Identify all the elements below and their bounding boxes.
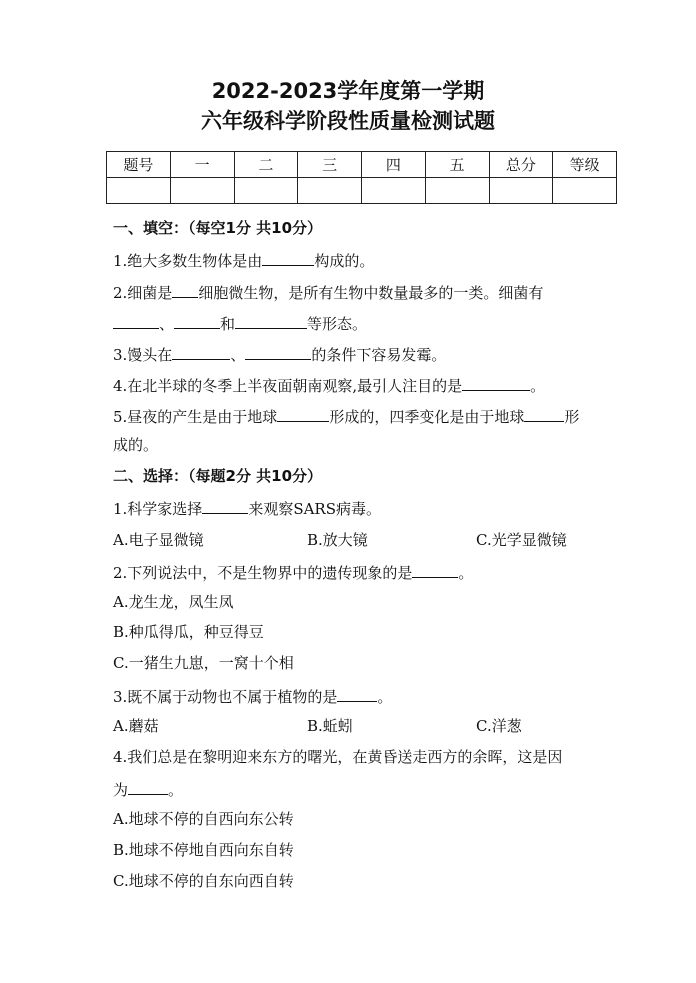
score-header-cell: 等级 (553, 152, 617, 178)
question-text: 为 (113, 781, 129, 799)
exam-title-line1: 2022-2023学年度第一学期 (211, 79, 485, 103)
s2-q2-option-b[interactable]: B.种瓜得瓜，种豆得豆 (113, 623, 264, 641)
s1-question-2-cont (113, 312, 623, 334)
answer-blank[interactable] (245, 343, 311, 360)
question-text: 。 (377, 688, 393, 706)
s2-q4-option-c[interactable]: C.地球不停的自东向西自转 (113, 872, 294, 890)
score-header-cell: 二 (234, 152, 298, 178)
answer-blank[interactable] (337, 685, 377, 702)
score-value-cell (298, 178, 362, 204)
score-header-cell: 总分 (489, 152, 553, 178)
s2-question-3 (113, 685, 623, 707)
s1-question-5-cont: 成的。 (113, 436, 159, 454)
question-text: 细胞微生物，是所有生物中数量最多的一类。细菌有 (198, 284, 544, 302)
question-text: 。 (458, 564, 474, 582)
s2-q1-option-a[interactable]: A.电子显微镜 (113, 531, 204, 549)
answer-blank[interactable] (202, 497, 248, 514)
score-value-cell (234, 178, 298, 204)
score-value-cell (425, 178, 489, 204)
score-table-value-row (107, 178, 617, 204)
question-text: 2.细菌是 (113, 284, 173, 302)
s2-q4-option-b[interactable]: B.地球不停地自西向东自转 (113, 841, 294, 859)
s2-question-4: 4.我们总是在黎明迎来东方的曙光，在黄昏送走西方的余晖，这是因 (113, 748, 563, 766)
s1-question-5 (113, 405, 623, 427)
score-value-cell (107, 178, 171, 204)
question-text: 4.在北半球的冬季上半夜面朝南观察,最引人注目的是 (113, 377, 463, 395)
question-text: 1.绝大多数生物体是由 (113, 252, 263, 270)
answer-blank[interactable] (128, 778, 168, 795)
answer-blank[interactable] (172, 343, 230, 360)
s2-q1-option-b[interactable]: B.放大镜 (307, 531, 368, 549)
score-value-cell (170, 178, 234, 204)
score-table-header-row (107, 152, 617, 178)
question-text: 和 (220, 315, 236, 333)
answer-blank[interactable] (235, 312, 307, 329)
s1-question-2 (113, 281, 623, 303)
score-header-cell: 四 (362, 152, 426, 178)
question-text: 3.馒头在 (113, 346, 173, 364)
s2-q3-option-a[interactable]: A.蘑菇 (113, 717, 159, 735)
answer-blank[interactable] (113, 312, 159, 329)
question-text: 的条件下容易发霉。 (311, 346, 447, 364)
answer-blank[interactable] (277, 405, 329, 422)
answer-blank[interactable] (262, 249, 314, 266)
s1-question-1 (113, 249, 623, 271)
s2-q2-option-c[interactable]: C.一猪生九崽，一窝十个相 (113, 654, 294, 672)
s2-question-4-cont (113, 778, 623, 800)
question-text: 。 (530, 377, 546, 395)
s2-q2-option-a[interactable]: A.龙生龙，凤生凤 (113, 593, 234, 611)
answer-blank[interactable] (462, 374, 530, 391)
section1-heading: 一、填空：（每空1分 共10分） (113, 219, 323, 237)
s2-question-2 (113, 561, 623, 583)
question-text: 、 (159, 315, 175, 333)
question-text: 。 (168, 781, 184, 799)
s2-q3-option-b[interactable]: B.蚯蚓 (307, 717, 353, 735)
s2-q1-option-c[interactable]: C.光学显微镜 (476, 531, 567, 549)
question-text: 等形态。 (307, 315, 368, 333)
answer-blank[interactable] (412, 561, 458, 578)
question-text: 形成的，四季变化是由于地球 (329, 408, 525, 426)
score-value-cell (489, 178, 553, 204)
answer-blank[interactable] (172, 281, 198, 298)
answer-blank[interactable] (174, 312, 220, 329)
score-value-cell (362, 178, 426, 204)
exam-title-line2: 六年级科学阶段性质量检测试题 (201, 109, 495, 133)
question-text: 、 (230, 346, 246, 364)
score-value-cell (553, 178, 617, 204)
question-text: 3.既不属于动物也不属于植物的是 (113, 688, 338, 706)
s2-question-1 (113, 497, 623, 519)
s1-question-3 (113, 343, 623, 365)
answer-blank[interactable] (524, 405, 564, 422)
s1-question-4 (113, 374, 623, 396)
question-text: 2.下列说法中，不是生物界中的遗传现象的是 (113, 564, 413, 582)
s2-q3-option-c[interactable]: C.洋葱 (476, 717, 522, 735)
score-header-cell: 一 (170, 152, 234, 178)
section2-heading: 二、选择：（每题2分 共10分） (113, 467, 323, 485)
score-table (106, 151, 617, 204)
question-text: 构成的。 (314, 252, 375, 270)
score-header-cell: 题号 (107, 152, 171, 178)
question-text: 1.科学家选择 (113, 500, 203, 518)
question-text: 形 (564, 408, 580, 426)
question-text: 来观察SARS病毒。 (248, 500, 381, 518)
score-header-cell: 三 (298, 152, 362, 178)
s2-q4-option-a[interactable]: A.地球不停的自西向东公转 (113, 810, 294, 828)
score-header-cell: 五 (425, 152, 489, 178)
question-text: 5.昼夜的产生是由于地球 (113, 408, 278, 426)
